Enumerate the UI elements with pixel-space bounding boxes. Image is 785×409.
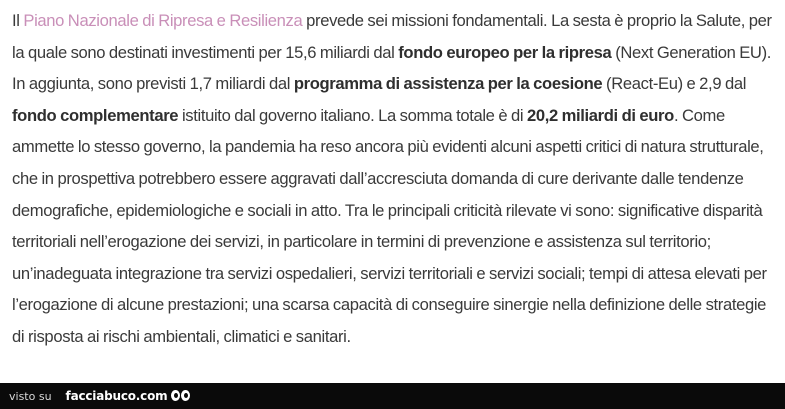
bold-programma-coesione: programma di assistenza per la coesione bbox=[293, 74, 603, 94]
visto-su-label: visto su bbox=[9, 389, 52, 403]
facciabuco-link[interactable]: facciabuco.com bbox=[65, 389, 168, 403]
right-eye-icon bbox=[181, 390, 190, 401]
bold-fondo-europeo: fondo europeo per la ripresa bbox=[398, 42, 612, 62]
text-segment: . Come ammette lo stesso governo, la pandemia ha reso ancora più evidenti alcuni aspetti critici di natura strutturale, che in prospettiva potrebbero essere aggravati dall’accresciuta domanda di cure derivante dalle tendenze demografiche, epidemiologiche e sociali in atto. Tra le principali criticità rilevate vi sono: significative disparità territoriali nell’erogazione dei servizi, in particolare in termini di prevenzione e assistenza sul territorio; un’inadeguata integrazione tra servizi ospedalieri, servizi territoriali e servizi sociali; tempi di attesa elevati per l’erogazione di alcune prestazioni; una scarsa capacità di conseguire sinergie nella definizione delle strategie di risposta ai rischi ambientali, climatici e sanitari. bbox=[12, 105, 767, 346]
eyes-icon bbox=[171, 390, 191, 401]
pnrr-link[interactable]: Piano Nazionale di Ripresa e Resilienza bbox=[23, 11, 303, 30]
text-segment: istituito dal governo italiano. La somma totale è di bbox=[178, 105, 527, 125]
article-text bbox=[12, 0, 774, 353]
text-segment: (React-Eu) e 2,9 dal bbox=[602, 74, 747, 94]
article-paragraph bbox=[12, 5, 774, 353]
bold-somma-totale: 20,2 miliardi di euro bbox=[526, 105, 674, 125]
text-segment: (Next Generation EU). In aggiunta, sono previsti 1,7 miliardi dal bbox=[12, 42, 772, 94]
watermark-footer bbox=[0, 383, 785, 409]
text-segment: Il bbox=[12, 11, 24, 30]
text-segment: prevede sei missioni fondamentali. La sesta è proprio la Salute, per la quale sono destinati investimenti per 15,6 miliardi dal bbox=[12, 11, 772, 62]
bold-fondo-complementare: fondo complementare bbox=[12, 105, 179, 125]
left-eye-icon bbox=[171, 390, 180, 401]
